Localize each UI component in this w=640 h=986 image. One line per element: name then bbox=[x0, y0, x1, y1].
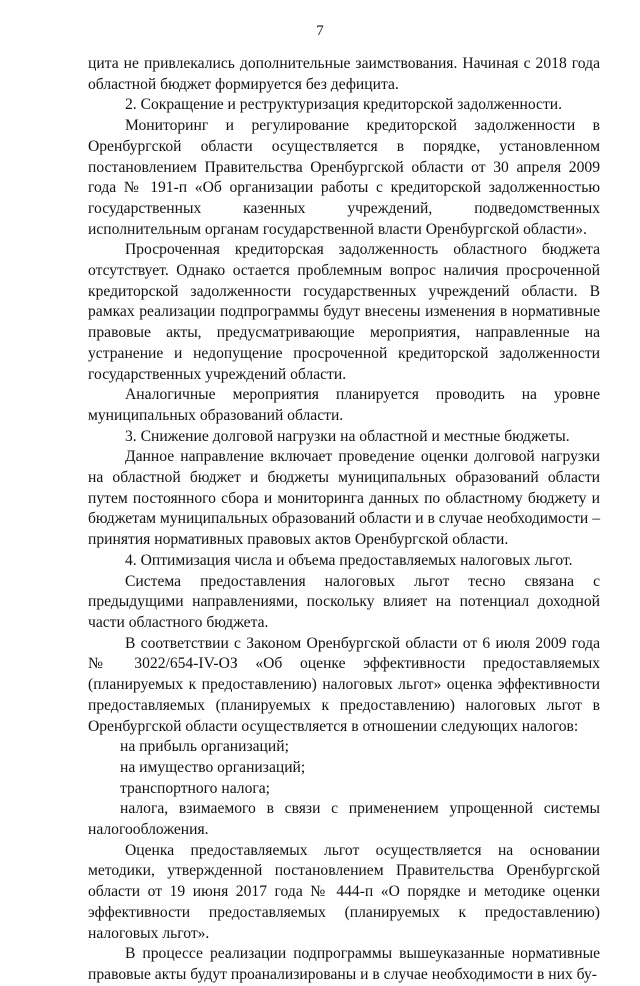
paragraph-continuation: цита не привлекались дополнительные заимствования. Начиная с 2018 года областной бюджет формируется без дефицита. bbox=[88, 55, 600, 93]
list-item: на прибыль организаций; bbox=[120, 738, 289, 756]
paragraph: Мониторинг и регулирование кредиторской задолженности в Оренбургской области осуществляется в порядке, установленном постановлением Правительства Оренбургской области от 30 апреля 2009 года № 191-п «Об организации работы с кредиторской задолженностью государственных казенных учреждений, подведомственных исполнительным органам государственной власти Оренбургской области». bbox=[88, 117, 600, 238]
list-item: транспортного налога; bbox=[120, 779, 271, 797]
section-heading-3: 3. Снижение долговой нагрузки на областной и местные бюджеты. bbox=[125, 427, 570, 445]
list-item: на имущество организаций; bbox=[120, 758, 306, 776]
paragraph: Аналогичные мероприятия планируется проводить на уровне муниципальных образований области. bbox=[88, 386, 600, 424]
page-number: 7 bbox=[316, 23, 324, 39]
paragraph: Данное направление включает проведение оценки долговой нагрузки на областной бюджет и бюджеты муниципальных образований области путем постоянного сбора и мониторинга данных по областному бюджету и бюджетам муниципальных образований области и в случае необходимости – принятия нормативных правовых актов Оренбургской области. bbox=[88, 448, 600, 549]
paragraph: Оценка предоставляемых льгот осуществляется на основании методики, утвержденной постановлением Правительства Оренбургской области от 19 июня 2017 года № 444-п «О порядке и методике оценки эффективности предоставляемых (планируемых к предоставлению) налоговых льгот». bbox=[88, 841, 600, 942]
paragraph: В соответствии с Законом Оренбургской области от 6 июля 2009 года № 3022/654-IV-ОЗ «Об оценке эффективности предоставляемых (планируемых к предоставлению) налоговых льгот» оценка эффективности предоставляемых (планируемых к предоставлению) налоговых льгот в Оренбургской области осуществляется в отношении следующих налогов: bbox=[88, 634, 600, 735]
paragraph: Система предоставления налоговых льгот тесно связана с предыдущими направлениями, поскольку влияет на потенциал доходной части областного бюджета. bbox=[88, 572, 600, 631]
paragraph: Просроченная кредиторская задолженность областного бюджета отсутствует. Однако остается проблемным вопрос наличия просроченной кредиторской задолженности государственных учреждений области. В рамках реализации подпрограммы будут внесены изменения в нормативные правовые акты, предусматривающие мероприятия, направленные на устранение и недопущение просроченной кредиторской задолженности государственных учреждений области. bbox=[88, 241, 600, 383]
document-body bbox=[88, 54, 600, 986]
section-heading-2: 2. Сокращение и реструктуризация кредиторской задолженности. bbox=[125, 96, 562, 114]
list-item: налога, взимаемого в связи с применением упрощенной системы налогообложения. bbox=[88, 800, 600, 839]
paragraph: В процессе реализации подпрограммы вышеуказанные нормативные правовые акты будут проанализированы и в случае необходимости в них бу- bbox=[88, 945, 600, 983]
section-heading-4: 4. Оптимизация числа и объема предоставляемых налоговых льгот. bbox=[125, 551, 573, 569]
